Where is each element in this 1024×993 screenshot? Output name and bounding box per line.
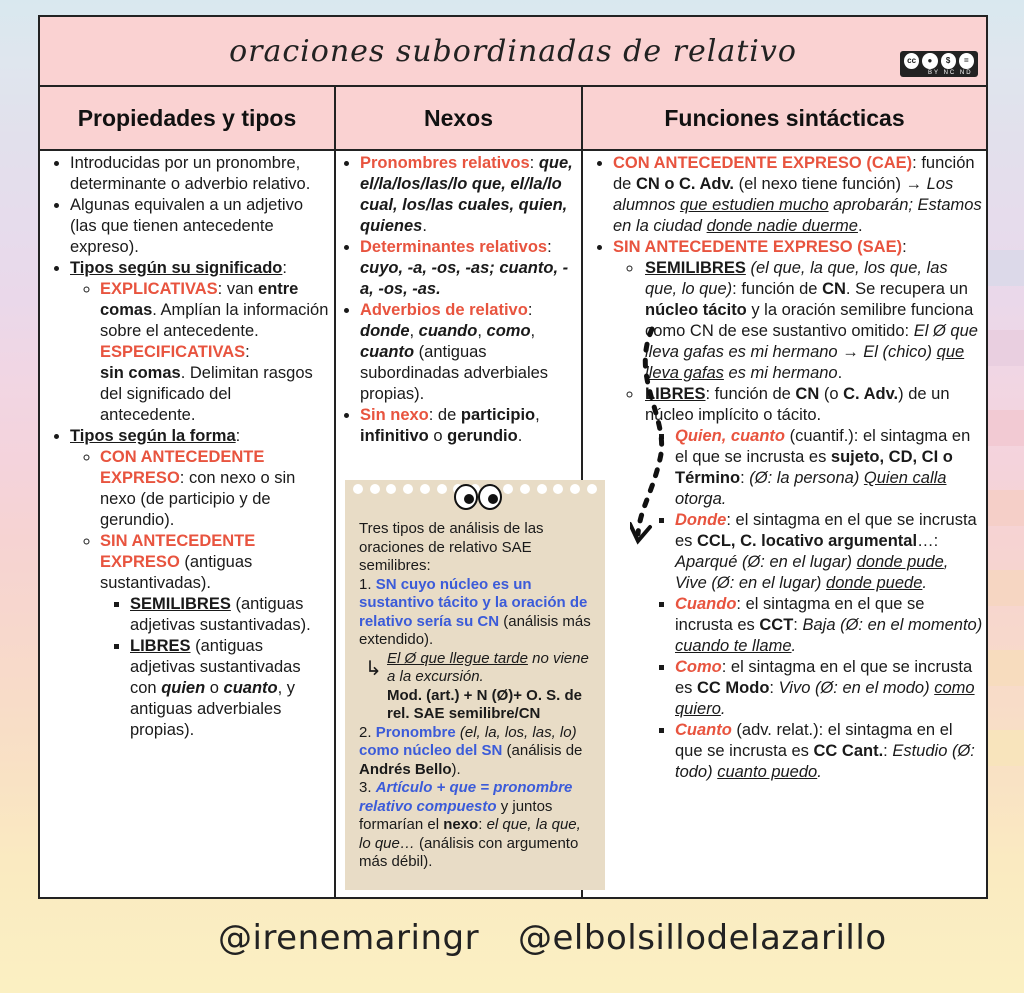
curved-arrow-icon: ↳: [365, 657, 382, 680]
by-icon: ●: [922, 53, 937, 69]
nd-icon: =: [959, 53, 974, 69]
title-bar: [40, 17, 986, 87]
license-labels: BY NC ND: [928, 70, 973, 76]
side-stripe: [986, 250, 1024, 286]
nexos-column: [336, 153, 580, 447]
cc-icon: cc: [904, 53, 919, 69]
list-item: ▪ Cuanto (adv. relat.): el sintagma en el que se incrusta es CC Cant.: Estudio (Ø: todo) cuanto puedo.: [675, 720, 983, 783]
list-item: ▪ SEMILIBRES (antiguas adjetivas sustantivadas).: [130, 594, 330, 636]
list-item: ▪ Quien, cuanto (cuantif.): el sintagma en el que se incrusta es sujeto, CD, CI o Término: (Ø: la persona) Quien calla otorga.: [675, 426, 983, 510]
list-item: ◦ SIN ANTECEDENTE EXPRESO (antiguas sustantivadas). ▪ SEMILIBRES (antiguas adjetivas sustantivadas). ▪ LIBRES (antiguas adjetivas sustantivadas con quien o cuanto, y antiguas adverbiales propias).: [100, 531, 330, 741]
list-item: ◦ SEMILIBRES (el que, la que, los que, las que, lo que): función de CN. Se recupera un núcleo tácito y la oración semilibre funciona como CN de ese sustantivo omitido: El Ø que lleva gafas es mi hermano → El (chico) que lleva gafas es mi hermano.: [643, 258, 983, 384]
side-stripe: [986, 730, 1024, 766]
eyes-icon: [453, 482, 503, 510]
note-option-2: 2. Pronombre (el, la, los, las, lo) como núcleo del SN (análisis de Andrés Bello).: [359, 723, 583, 778]
list-item: • Determinantes relativos: cuyo, -a, -os, -as; cuanto, -a, -os, -as.: [360, 237, 580, 300]
list-item: ◦ CON ANTECEDENTE EXPRESO: con nexo o sin nexo (de participio y de gerundio).: [100, 447, 330, 531]
column-header-properties: Propiedades y tipos: [40, 87, 334, 151]
list-item: ◦ LIBRES: función de CN (o C. Adv.) de un núcleo implícito o tácito. ▪ Quien, cuanto (cuantif.): el sintagma en el que se incrusta es sujeto, CD, CI o Término: (Ø: la persona) Quien calla otorga. ▪ Donde: el sintagma en el que se incrusta es CCL, C. locativo argumental…: Aparqué (Ø: en el lugar) donde pude, Vive (Ø: en el lugar) donde puede. ▪ Cuando: el sintagma en el que se incrusta es CCT: Baja (Ø: en el momento) cuando te llame. ▪ Como: el sintagma en el que se incrusta es CC Modo: Vivo (Ø: en el modo) como quiero. ▪ Cuanto (adv. relat.): el sintagma en el que se incrusta es CC Cant.: Estudio (Ø: todo) cuanto puedo.: [643, 384, 983, 783]
list-item: ◦ EXPLICATIVAS: van entre comas. Amplían la información sobre el antecedente. ESPECIFICATIVAS: sin comas. Delimitan rasgos del significado del antecedente.: [100, 279, 330, 426]
list-item: • Adverbios de relativo: donde, cuando, como, cuanto (antiguas subordinadas adverbiales propias).: [360, 300, 580, 405]
list-item: • Algunas equivalen a un adjetivo (las que tienen antecedente expreso).: [70, 195, 330, 258]
column-header-functions: Funciones sintácticas: [583, 87, 986, 151]
nc-icon: $: [941, 53, 956, 69]
footer-handle-left: @irenemaringr: [218, 918, 480, 958]
properties-column: [40, 153, 330, 741]
list-item: ▪ Cuando: el sintagma en el que se incrusta es CCT: Baja (Ø: en el momento) cuando te llame.: [675, 594, 983, 657]
side-stripe: [986, 650, 1024, 686]
list-item: • SIN ANTECEDENTE EXPRESO (SAE): ◦ SEMILIBRES (el que, la que, los que, las que, lo que): función de CN. Se recupera un núcleo tácito y la oración semilibre funciona como CN de ese sustantivo omitido: El Ø que lleva gafas es mi hermano → El (chico) que lleva gafas es mi hermano. ◦ LIBRES: función de CN (o C. Adv.) de un núcleo implícito o tácito. ▪ Quien, cuanto (cuantif.): el sintagma en el que se incrusta es sujeto, CD, CI o Término: (Ø: la persona) Quien calla otorga. ▪ Donde: el sintagma en el que se incrusta es CCL, C. locativo argumental…: Aparqué (Ø: en el lugar) donde pude, Vive (Ø: en el lugar) donde puede. ▪ Cuando: el sintagma en el que se incrusta es CCT: Baja (Ø: en el momento) cuando te llame. ▪ Como: el sintagma en el que se incrusta es CC Modo: Vivo (Ø: en el modo) como quiero. ▪ Cuanto (adv. relat.): el sintagma en el que se incrusta es CC Cant.: Estudio (Ø: todo) cuanto puedo.: [613, 237, 983, 783]
list-item: • Pronombres relativos: que, el/la/los/las/lo que, el/la/lo cual, los/las cuales, quien, quienes.: [360, 153, 580, 237]
side-stripe: [986, 330, 1024, 366]
note-example: ↳ El Ø que llegue tarde no viene a la excursión. Mod. (art.) + N (Ø)+ O. S. de rel. SAE semilibre/CN: [365, 649, 589, 722]
note-option-3: 3. Artículo + que = pronombre relativo compuesto y juntos formarían el nexo: el que, la que, lo que… (análisis con argumento más débil).: [359, 779, 581, 870]
list-item: • CON ANTECEDENTE EXPRESO (CAE): función de CN o C. Adv. (el nexo tiene función) → Los alumnos que estudien mucho aprobarán; Estamos en la ciudad donde nadie duerme.: [613, 153, 983, 237]
list-item: ▪ LIBRES (antiguas adjetivas sustantivadas con quien o cuanto, y antiguas adverbiales propias).: [130, 636, 330, 741]
note-intro: Tres tipos de análisis de las oraciones de relativo SAE semilibres:: [359, 520, 544, 574]
cc-license-badge: [900, 51, 978, 77]
side-stripe: [986, 490, 1024, 526]
list-item: • Tipos según su significado: ◦ EXPLICATIVAS: van entre comas. Amplían la información sobre el antecedente. ESPECIFICATIVAS: sin comas. Delimitan rasgos del significado del antecedente.: [70, 258, 330, 426]
note-option-1: 1. SN cuyo núcleo es un sustantivo tácito y la oración de relativo sería su CN (análisis más extendido).: [359, 575, 591, 648]
side-stripe: [986, 410, 1024, 446]
footer-handle-right: @elbolsillodelazarillo: [518, 918, 887, 958]
list-item: • Sin nexo: de participio, infinitivo o gerundio.: [360, 405, 580, 447]
page-title: oraciones subordinadas de relativo: [229, 33, 797, 69]
list-item: ▪ Como: el sintagma en el que se incrusta es CC Modo: Vivo (Ø: en el modo) como quiero.: [675, 657, 983, 720]
analysis-note: [345, 480, 605, 890]
column-header-nexos: Nexos: [336, 87, 581, 151]
dashed-arrow-icon: [630, 319, 680, 549]
list-item: • Tipos según la forma: ◦ CON ANTECEDENTE EXPRESO: con nexo o sin nexo (de participio y de gerundio). ◦ SIN ANTECEDENTE EXPRESO (antiguas sustantivadas). ▪ SEMILIBRES (antiguas adjetivas sustantivadas). ▪ LIBRES (antiguas adjetivas sustantivadas con quien o cuanto, y antiguas adverbiales propias).: [70, 426, 330, 741]
list-item: ▪ Donde: el sintagma en el que se incrusta es CCL, C. locativo argumental…: Aparqué (Ø: en el lugar) donde pude, Vive (Ø: en el lugar) donde puede.: [675, 510, 983, 594]
list-item: • Introducidas por un pronombre, determinante o adverbio relativo.: [70, 153, 330, 195]
side-stripe: [986, 570, 1024, 606]
